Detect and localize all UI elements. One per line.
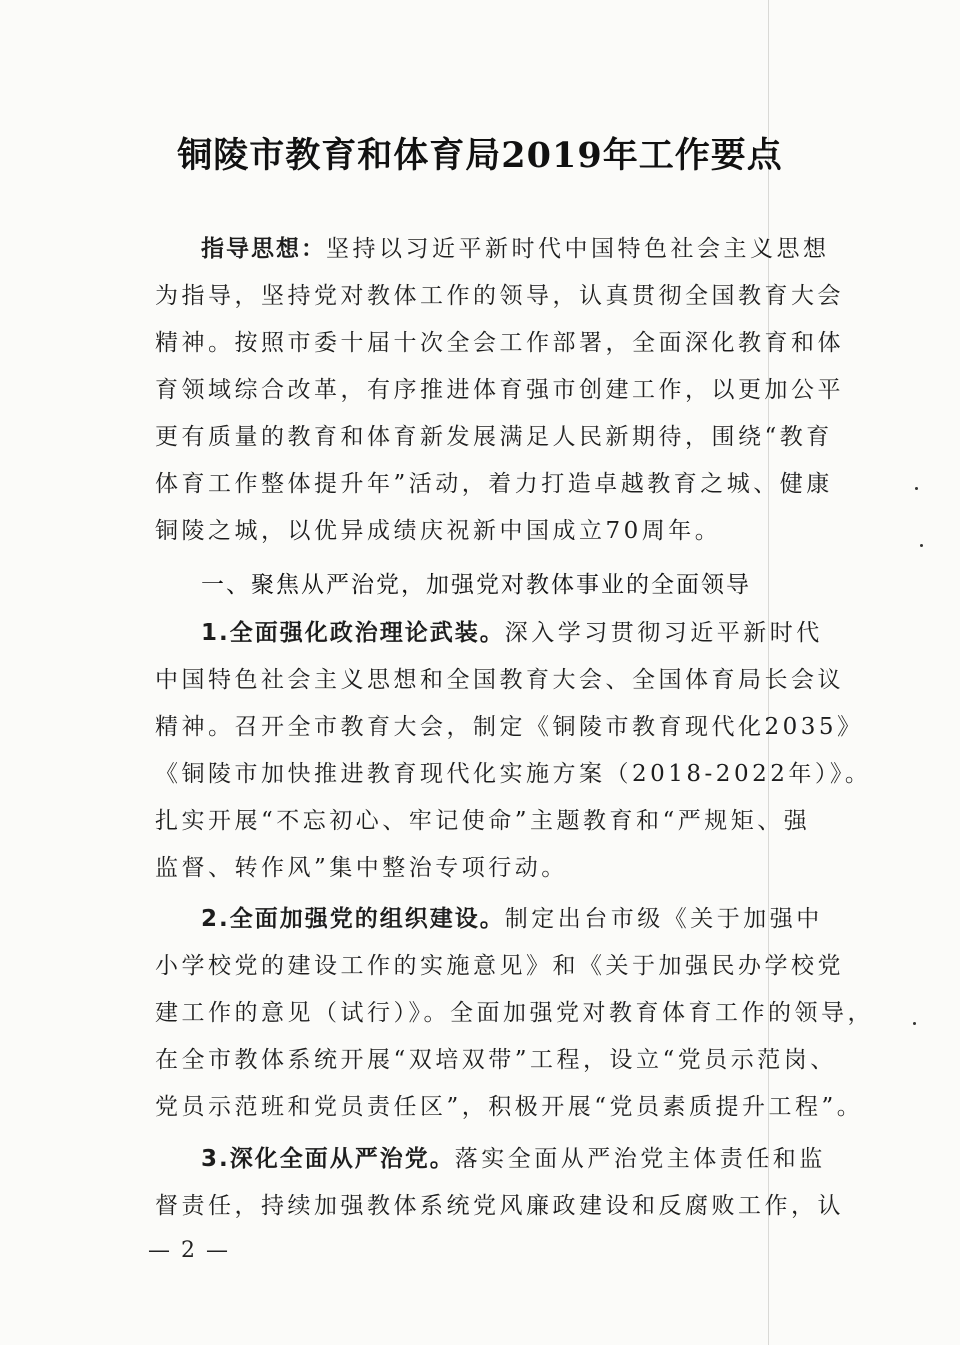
page-number: — 2 — bbox=[148, 1238, 230, 1263]
paragraph-line: 精神。召开全市教育大会，制定《铜陵市教育现代化2035》 bbox=[155, 714, 864, 740]
item2-lead: 2.全面加强党的组织建设。 bbox=[201, 906, 505, 932]
paragraph-line: 体育工作整体提升年”活动，着力打造卓越教育之城、健康 bbox=[155, 471, 833, 497]
scan-speck bbox=[915, 487, 918, 490]
item1-lead: 1.全面强化政治理论武装。 bbox=[201, 620, 505, 646]
section-heading: 一、聚焦从严治党，加强党对教体事业的全面领导 bbox=[201, 572, 751, 598]
document-title: 铜陵市教育和体育局2019年工作要点 bbox=[177, 135, 783, 176]
paragraph-line: 更有质量的教育和体育新发展满足人民新期待，围绕“教育 bbox=[155, 424, 833, 450]
paragraph-line: 育领域综合改革，有序推进体育强市创建工作，以更加公平 bbox=[155, 377, 844, 403]
item3-lead: 3.深化全面从严治党。 bbox=[201, 1146, 455, 1172]
paragraph-line: 中国特色社会主义思想和全国教育大会、全国体育局长会议 bbox=[155, 667, 844, 693]
item1-paragraph bbox=[155, 610, 872, 892]
paragraph-line: 精神。按照市委十届十次全会工作部署，全面深化教育和体 bbox=[155, 330, 844, 356]
guiding-label: 指导思想： bbox=[201, 236, 326, 262]
paragraph-line: 2.全面加强党的组织建设。制定出台市级《关于加强中 bbox=[201, 906, 823, 932]
item3-paragraph bbox=[155, 1136, 844, 1230]
paragraph-line: 党员示范班和党员责任区”，积极开展“党员素质提升工程”。 bbox=[155, 1094, 864, 1120]
paragraph-line: 铜陵之城，以优异成绩庆祝新中国成立70周年。 bbox=[155, 518, 722, 544]
item2-paragraph bbox=[155, 896, 874, 1131]
paragraph-line: 3.深化全面从严治党。落实全面从严治党主体责任和监 bbox=[201, 1146, 826, 1172]
guiding-paragraph bbox=[155, 226, 844, 555]
paragraph-line: 在全市教体系统开展“双培双带”工程，设立“党员示范岗、 bbox=[155, 1047, 837, 1073]
paragraph-line: 监督、转作风”集中整治专项行动。 bbox=[155, 855, 568, 881]
paragraph-line: 指导思想：坚持以习近平新时代中国特色社会主义思想 bbox=[201, 236, 830, 262]
paragraph-line: 1.全面强化政治理论武装。深入学习贯彻习近平新时代 bbox=[201, 620, 823, 646]
paragraph-line: 《铜陵市加快推进教育现代化实施方案（2018-2022年）》。 bbox=[155, 761, 872, 787]
paragraph-line: 督责任，持续加强教体系统党风廉政建设和反腐败工作，认 bbox=[155, 1193, 844, 1219]
paragraph-line: 小学校党的建设工作的实施意见》和《关于加强民办学校党 bbox=[155, 953, 844, 979]
scan-speck bbox=[913, 1022, 916, 1025]
paragraph-line: 建工作的意见（试行）》。全面加强党对教育体育工作的领导， bbox=[155, 1000, 874, 1026]
scan-speck bbox=[920, 544, 923, 547]
paragraph-line: 为指导，坚持党对教体工作的领导，认真贯彻全国教育大会 bbox=[155, 283, 844, 309]
paragraph-line: 扎实开展“不忘初心、牢记使命”主题教育和“严规矩、强 bbox=[155, 808, 811, 834]
